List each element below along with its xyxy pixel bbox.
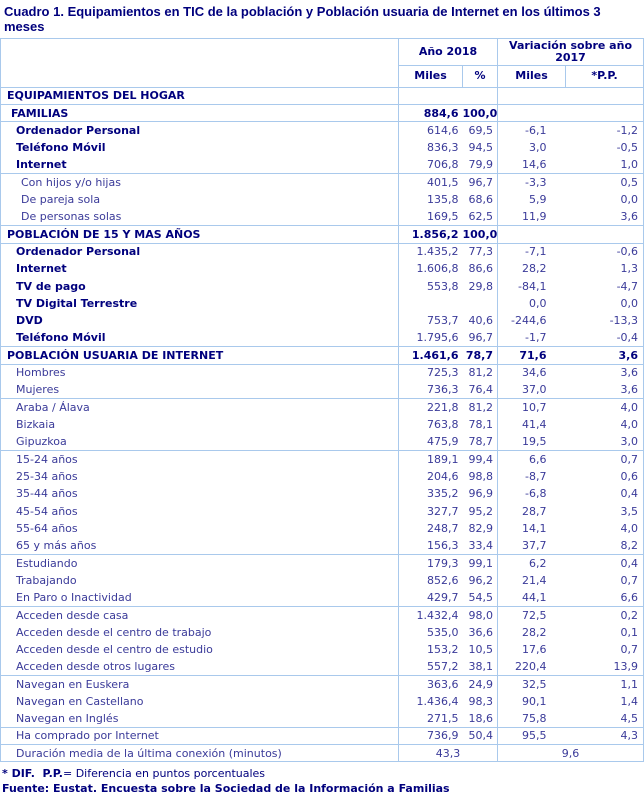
header-group-row bbox=[1, 38, 644, 65]
row-label: Bizkaia bbox=[1, 416, 399, 433]
cell-miles-2018: 156,3 bbox=[427, 538, 459, 552]
cell-pct-2018: 98,3 bbox=[463, 693, 498, 710]
row-label: Hombres bbox=[1, 364, 399, 381]
row-label: TV de pago bbox=[1, 278, 399, 295]
cell-miles-variation: -244,6 bbox=[511, 314, 547, 328]
cell-pct-2018: 62,5 bbox=[463, 208, 498, 225]
row-label: Teléfono Móvil bbox=[1, 139, 399, 156]
cell-miles-2018: 135,8 bbox=[427, 193, 459, 207]
footnote-dif-pp-term: * DIF. P.P. bbox=[2, 767, 63, 781]
cell-pct-2018: 100,0 bbox=[463, 105, 498, 122]
cell-miles-variation: 44,1 bbox=[522, 590, 547, 604]
cell-miles-2018: 836,3 bbox=[427, 141, 459, 155]
table-row bbox=[1, 572, 644, 589]
cell-miles-2018: 179,3 bbox=[399, 554, 463, 571]
cell-miles-2018: 725,3 bbox=[399, 364, 463, 381]
cell-miles-2018: 153,2 bbox=[427, 642, 459, 656]
cell-miles-2018: 852,6 bbox=[427, 573, 459, 587]
cell-miles-variation: 3,0 bbox=[529, 141, 547, 155]
cell-miles-variation: -7,1 bbox=[498, 243, 566, 260]
row-label: FAMILIAS bbox=[1, 105, 399, 122]
cell-pct-2018: 96,2 bbox=[463, 572, 498, 589]
cell-2018-merged: 43,3 bbox=[399, 745, 498, 762]
cell-miles-variation: 19,5 bbox=[522, 435, 547, 449]
cell-pct-2018: 36,6 bbox=[463, 624, 498, 641]
cell-miles-2018: 475,9 bbox=[427, 435, 459, 449]
cell-miles-2018: 1.436,4 bbox=[416, 694, 459, 708]
cell-pp-variation: 0,7 bbox=[566, 451, 644, 468]
cell-miles-variation bbox=[498, 226, 566, 243]
cell-pp-variation: 1,1 bbox=[566, 675, 644, 692]
cell-pp-variation: -0,6 bbox=[566, 243, 644, 260]
data-table bbox=[0, 38, 644, 763]
cell-pct-2018 bbox=[463, 295, 498, 312]
table-row bbox=[1, 139, 644, 156]
cell-miles-variation: 14,1 bbox=[522, 521, 547, 535]
cell-pct-2018: 98,0 bbox=[463, 606, 498, 623]
cell-pct-2018: 24,9 bbox=[463, 675, 498, 692]
table-row bbox=[1, 537, 644, 554]
table-row bbox=[1, 260, 644, 277]
row-label: Internet bbox=[1, 260, 399, 277]
cell-miles-2018: 204,6 bbox=[427, 470, 459, 484]
header-miles-2018: Miles bbox=[399, 65, 463, 87]
cell-pp-variation: 1,0 bbox=[620, 158, 639, 172]
cell-pct-2018: 79,9 bbox=[463, 157, 498, 174]
row-label: En Paro o Inactividad bbox=[1, 589, 399, 606]
cell-pp-variation: -0,5 bbox=[616, 141, 639, 155]
table-row bbox=[1, 485, 644, 502]
row-label: 65 y más años bbox=[1, 537, 399, 554]
cell-miles-variation: 6,6 bbox=[498, 451, 566, 468]
cell-pct-2018: 40,6 bbox=[463, 312, 498, 329]
cell-miles-variation: 5,9 bbox=[529, 193, 547, 207]
table-row bbox=[1, 624, 644, 641]
cell-miles-2018: 169,5 bbox=[427, 210, 459, 224]
cell-miles-variation: 41,4 bbox=[522, 418, 547, 432]
table-row bbox=[1, 554, 644, 571]
table-row bbox=[1, 520, 644, 537]
table-row bbox=[1, 433, 644, 450]
cell-pp-variation: -13,3 bbox=[609, 314, 639, 328]
row-label: Teléfono Móvil bbox=[1, 330, 399, 347]
cell-pct-2018: 99,1 bbox=[463, 554, 498, 571]
cell-miles-variation bbox=[498, 105, 566, 122]
table-row bbox=[1, 468, 644, 485]
cell-miles-2018: 753,7 bbox=[427, 314, 459, 328]
cell-pp-variation: 0,7 bbox=[620, 642, 639, 656]
footnotes bbox=[0, 762, 643, 796]
cell-miles-variation: 95,5 bbox=[498, 727, 566, 744]
row-label: Estudiando bbox=[1, 554, 399, 571]
row-label: Ordenador Personal bbox=[1, 122, 399, 139]
cell-miles-2018: 1.461,6 bbox=[399, 347, 463, 364]
table-row bbox=[1, 312, 644, 329]
cell-pct-2018: 54,5 bbox=[463, 589, 498, 606]
cell-pp-variation: 0,2 bbox=[566, 606, 644, 623]
cell-miles-variation: 28,7 bbox=[522, 504, 547, 518]
table-row bbox=[1, 502, 644, 519]
cell-pct-2018: 81,2 bbox=[463, 399, 498, 416]
footnote-dif-pp-definition: = Diferencia en puntos porcentuales bbox=[62, 767, 266, 781]
row-label: POBLACIÓN DE 15 Y MAS AÑOS bbox=[1, 226, 399, 243]
cell-miles-variation: 0,0 bbox=[529, 297, 547, 311]
cell-miles-variation: 34,6 bbox=[498, 364, 566, 381]
row-label: Acceden desde otros lugares bbox=[1, 658, 399, 675]
cell-pp-variation: 3,0 bbox=[620, 435, 639, 449]
cell-miles-variation: 37,0 bbox=[522, 383, 547, 397]
cell-pp-variation bbox=[566, 226, 644, 243]
cell-miles-variation: -8,7 bbox=[525, 470, 547, 484]
row-label: 25-34 años bbox=[1, 468, 399, 485]
cell-pct-2018: 86,6 bbox=[463, 260, 498, 277]
cell-miles-2018: 327,7 bbox=[427, 504, 459, 518]
table-row bbox=[1, 641, 644, 658]
cell-pct-2018: 50,4 bbox=[463, 727, 498, 744]
table-row bbox=[1, 330, 644, 347]
row-label: Ha comprado por Internet bbox=[1, 727, 399, 744]
cell-pct-2018 bbox=[463, 87, 498, 104]
table-row bbox=[1, 243, 644, 260]
cell-pp-variation: -1,2 bbox=[566, 122, 644, 139]
table-row bbox=[1, 606, 644, 623]
row-label: Navegan en Euskera bbox=[1, 675, 399, 692]
cell-miles-variation: 17,6 bbox=[522, 642, 547, 656]
cell-pct-2018: 78,7 bbox=[463, 433, 498, 450]
cell-pp-variation: 0,0 bbox=[620, 297, 639, 311]
row-label: Acceden desde el centro de estudio bbox=[1, 641, 399, 658]
cell-miles-variation: 37,7 bbox=[522, 538, 547, 552]
cell-pct-2018: 100,0 bbox=[463, 226, 498, 243]
cell-pct-2018: 95,2 bbox=[463, 502, 498, 519]
cell-miles-2018: 221,8 bbox=[399, 399, 463, 416]
cell-pct-2018: 96,7 bbox=[463, 330, 498, 347]
row-label: Mujeres bbox=[1, 381, 399, 398]
cell-miles-2018: 553,8 bbox=[427, 279, 459, 293]
row-label: Navegan en Inglés bbox=[1, 710, 399, 727]
cell-miles-2018: 535,0 bbox=[427, 625, 459, 639]
table-row bbox=[1, 693, 644, 710]
table-row bbox=[1, 278, 644, 295]
cell-pct-2018: 69,5 bbox=[463, 122, 498, 139]
cell-miles-2018: 614,6 bbox=[399, 122, 463, 139]
row-label: De personas solas bbox=[1, 208, 399, 225]
table-row bbox=[1, 122, 644, 139]
cell-pp-variation bbox=[566, 87, 644, 104]
cell-miles-2018: 736,9 bbox=[399, 727, 463, 744]
table-row bbox=[1, 87, 644, 104]
header-group-year-2018: Año 2018 bbox=[399, 38, 498, 65]
cell-miles-variation: -3,3 bbox=[498, 174, 566, 191]
cell-miles-variation: -1,7 bbox=[525, 331, 547, 345]
row-label: Araba / Álava bbox=[1, 399, 399, 416]
row-label: TV Digital Terrestre bbox=[1, 295, 399, 312]
cell-pp-variation: -4,7 bbox=[616, 279, 639, 293]
cell-pp-variation: 4,3 bbox=[566, 727, 644, 744]
cell-pct-2018: 77,3 bbox=[463, 243, 498, 260]
header-pct-2018: % bbox=[463, 65, 498, 87]
header-pp-variation: *P.P. bbox=[566, 65, 644, 87]
row-label: Trabajando bbox=[1, 572, 399, 589]
cell-pp-variation bbox=[566, 105, 644, 122]
cell-miles-2018: 884,6 bbox=[399, 105, 463, 122]
row-label: Acceden desde el centro de trabajo bbox=[1, 624, 399, 641]
cell-miles-variation: -84,1 bbox=[518, 279, 547, 293]
table-row bbox=[1, 208, 644, 225]
cell-miles-2018: 1.856,2 bbox=[399, 226, 463, 243]
cell-pct-2018: 82,9 bbox=[463, 520, 498, 537]
cell-pp-variation: 3,6 bbox=[620, 210, 639, 224]
cell-pp-variation: 13,9 bbox=[613, 660, 639, 674]
cell-pp-variation: 4,0 bbox=[566, 399, 644, 416]
cell-pp-variation: 6,6 bbox=[620, 590, 639, 604]
cell-miles-variation: -6,1 bbox=[498, 122, 566, 139]
cell-pp-variation: -0,4 bbox=[616, 331, 639, 345]
row-label: 45-54 años bbox=[1, 502, 399, 519]
table-row bbox=[1, 451, 644, 468]
cell-pp-variation: 0,4 bbox=[620, 487, 639, 501]
cell-pct-2018: 68,6 bbox=[463, 191, 498, 208]
cell-pct-2018: 29,8 bbox=[463, 278, 498, 295]
cell-pct-2018: 33,4 bbox=[463, 537, 498, 554]
row-label: Con hijos y/o hijas bbox=[1, 174, 399, 191]
table-row bbox=[1, 105, 644, 122]
cell-miles-variation: 28,2 bbox=[522, 262, 547, 276]
header-group-variation-2017: Variación sobre año 2017 bbox=[498, 38, 644, 65]
cell-pct-2018: 98,8 bbox=[463, 468, 498, 485]
cell-miles-variation: 11,9 bbox=[522, 210, 547, 224]
cell-pp-variation: 3,6 bbox=[566, 347, 644, 364]
cell-pp-variation: 1,3 bbox=[620, 262, 639, 276]
row-label: 55-64 años bbox=[1, 520, 399, 537]
cell-pp-variation: 0,7 bbox=[620, 573, 639, 587]
cell-pp-variation: 3,5 bbox=[620, 504, 639, 518]
table-row bbox=[1, 226, 644, 243]
cell-miles-variation: 6,2 bbox=[498, 554, 566, 571]
table-row bbox=[1, 416, 644, 433]
cell-miles-2018 bbox=[399, 87, 463, 104]
cell-miles-2018: 335,2 bbox=[427, 487, 459, 501]
cell-pp-variation: 3,6 bbox=[566, 364, 644, 381]
row-label: EQUIPAMIENTOS DEL HOGAR bbox=[1, 87, 399, 104]
cell-pct-2018: 76,4 bbox=[463, 381, 498, 398]
cell-miles-2018: 706,8 bbox=[427, 158, 459, 172]
cell-miles-variation: 90,1 bbox=[522, 694, 547, 708]
cell-miles-variation: 32,5 bbox=[498, 675, 566, 692]
cell-miles-variation: 14,6 bbox=[522, 158, 547, 172]
row-label: Internet bbox=[1, 157, 399, 174]
table-row bbox=[1, 364, 644, 381]
cell-pp-variation: 0,5 bbox=[566, 174, 644, 191]
cell-miles-2018: 271,5 bbox=[427, 711, 459, 725]
cell-miles-2018 bbox=[399, 295, 463, 312]
cell-miles-2018: 189,1 bbox=[399, 451, 463, 468]
cell-pct-2018: 94,5 bbox=[463, 139, 498, 156]
row-label: Duración media de la última conexión (minutos) bbox=[1, 745, 399, 762]
cell-pp-variation: 0,6 bbox=[620, 470, 639, 484]
page-title: Cuadro 1. Equipamientos en TIC de la población y Población usuaria de Internet en los últimos 3 meses bbox=[4, 4, 601, 35]
cell-pct-2018: 96,9 bbox=[463, 485, 498, 502]
cell-miles-2018: 1.606,8 bbox=[416, 262, 459, 276]
cell-miles-variation: 75,8 bbox=[522, 711, 547, 725]
cell-variation-merged: 9,6 bbox=[498, 745, 644, 762]
cell-pp-variation: 4,0 bbox=[620, 418, 639, 432]
cell-pct-2018: 99,4 bbox=[463, 451, 498, 468]
cell-miles-variation: 28,2 bbox=[522, 625, 547, 639]
table-row bbox=[1, 157, 644, 174]
cell-miles-2018: 429,7 bbox=[427, 590, 459, 604]
cell-miles-2018: 363,6 bbox=[399, 675, 463, 692]
cell-pp-variation: 1,4 bbox=[620, 694, 639, 708]
cell-miles-variation: 10,7 bbox=[498, 399, 566, 416]
cell-pp-variation: 3,6 bbox=[620, 383, 639, 397]
table-row bbox=[1, 727, 644, 744]
row-label: De pareja sola bbox=[1, 191, 399, 208]
cell-pp-variation: 4,5 bbox=[620, 711, 639, 725]
footnote-dif-pp bbox=[2, 766, 641, 781]
row-label: 35-44 años bbox=[1, 485, 399, 502]
cell-pp-variation: 0,1 bbox=[620, 625, 639, 639]
table-row bbox=[1, 745, 644, 762]
cell-miles-2018: 248,7 bbox=[427, 521, 459, 535]
cell-pct-2018: 81,2 bbox=[463, 364, 498, 381]
cell-miles-variation: -6,8 bbox=[525, 487, 547, 501]
row-label: DVD bbox=[1, 312, 399, 329]
cell-pp-variation: 4,0 bbox=[620, 521, 639, 535]
cell-miles-variation: 220,4 bbox=[515, 660, 547, 674]
cell-miles-2018: 1.795,6 bbox=[416, 331, 459, 345]
row-label: Ordenador Personal bbox=[1, 243, 399, 260]
cell-miles-2018: 736,3 bbox=[427, 383, 459, 397]
cell-miles-2018: 763,8 bbox=[427, 418, 459, 432]
row-label: Navegan en Castellano bbox=[1, 693, 399, 710]
cell-miles-2018: 1.435,2 bbox=[399, 243, 463, 260]
cell-miles-2018: 1.432,4 bbox=[399, 606, 463, 623]
cell-pct-2018: 78,1 bbox=[463, 416, 498, 433]
table-row bbox=[1, 675, 644, 692]
row-label: Gipuzkoa bbox=[1, 433, 399, 450]
row-label: 15-24 años bbox=[1, 451, 399, 468]
cell-pp-variation: 0,0 bbox=[620, 193, 639, 207]
cell-miles-variation: 72,5 bbox=[498, 606, 566, 623]
table-row bbox=[1, 191, 644, 208]
footnote-source: Fuente: Eustat. Encuesta sobre la Sociedad de la Información a Familias bbox=[2, 782, 450, 796]
cell-pp-variation: 8,2 bbox=[620, 538, 639, 552]
table-header bbox=[1, 38, 644, 87]
table-row bbox=[1, 347, 644, 364]
table-body bbox=[1, 87, 644, 762]
cell-pp-variation: 0,4 bbox=[566, 554, 644, 571]
cell-miles-2018: 557,2 bbox=[427, 660, 459, 674]
table-row bbox=[1, 589, 644, 606]
cell-pct-2018: 78,7 bbox=[463, 347, 498, 364]
cell-miles-variation: 21,4 bbox=[522, 573, 547, 587]
header-empty-corner-cell bbox=[1, 38, 399, 87]
cell-miles-variation bbox=[498, 87, 566, 104]
cell-pct-2018: 38,1 bbox=[463, 658, 498, 675]
cell-miles-variation: 71,6 bbox=[498, 347, 566, 364]
cell-pct-2018: 18,6 bbox=[463, 710, 498, 727]
row-label: Acceden desde casa bbox=[1, 606, 399, 623]
table-row bbox=[1, 399, 644, 416]
table-row bbox=[1, 174, 644, 191]
header-miles-variation: Miles bbox=[498, 65, 566, 87]
cell-pct-2018: 10,5 bbox=[463, 641, 498, 658]
table-row bbox=[1, 295, 644, 312]
row-label: POBLACIÓN USUARIA DE INTERNET bbox=[1, 347, 399, 364]
table-row bbox=[1, 658, 644, 675]
table-row bbox=[1, 710, 644, 727]
table-row bbox=[1, 381, 644, 398]
cell-miles-2018: 401,5 bbox=[399, 174, 463, 191]
cell-pct-2018: 96,7 bbox=[463, 174, 498, 191]
